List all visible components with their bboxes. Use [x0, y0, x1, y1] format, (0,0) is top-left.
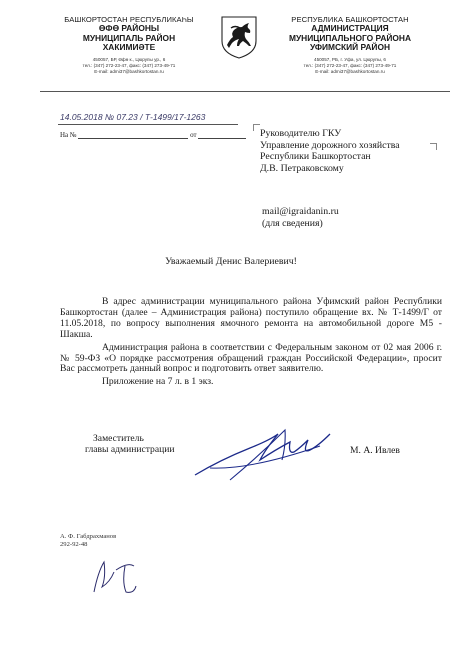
handwritten-signature-icon: [190, 420, 350, 490]
header-right-phone: тел.: (347) 272-23-47, факс: (347) 273-49-71: [303, 62, 397, 68]
header-left-address: 450057, БР, Өфө к., Цюрупы ур., 6: [92, 56, 166, 62]
body-paragraph-2: Администрация района в соответствии с Федеральным законом от 02 мая 2006 г. № 59-ФЗ «О порядке рассмотрения обращений граждан Российской Федерации», просит Вас рассмотреть данный вопрос и подготовить ответ заявителю.: [60, 341, 442, 375]
addressee-position: Руководителю ГКУ: [260, 128, 342, 139]
handwritten-initials-icon: [84, 552, 144, 602]
reference-ot-label: от: [190, 131, 197, 139]
header-right-email: E-mail: admi37@bashkortostan.ru: [315, 69, 385, 75]
addressee-email-note: (для сведения): [262, 217, 323, 229]
addressee-corner-tl: [253, 124, 260, 131]
addressee-block: [260, 128, 450, 174]
header-right-republic: РЕСПУБЛИКА БАШКОРТОСТАН: [291, 15, 409, 24]
reference-date-line: [198, 131, 246, 139]
header-left-republic: БАШКОРТОСТАН РЕСПУБЛИКАҺЫ: [64, 15, 194, 24]
reference-row: [60, 131, 260, 139]
header-right-municipal: МУНИЦИПАЛЬНОГО РАЙОНА: [288, 32, 412, 43]
signatory-title-line1: Заместитель: [93, 433, 144, 444]
reference-number-line: [78, 131, 188, 139]
header-divider: [40, 91, 450, 92]
body-attachment-note: Приложение на 7 л. в 1 экз.: [102, 376, 214, 388]
addressee-name: Д.В. Петраковскому: [260, 162, 344, 174]
header-left-phone: тел.: (347) 272-23-47, факс: (347) 273-49-71: [82, 62, 176, 68]
signatory-title: [85, 433, 175, 456]
greeting: Уважаемый Денис Валериевич!: [165, 256, 297, 267]
signatory-title-line2: главы администрации: [85, 444, 175, 456]
signatory-name: М. А. Ивлев: [350, 445, 400, 456]
header-left-email: E-mail: admi37@bashkortostan.ru: [94, 69, 164, 75]
addressee-email-block: [262, 206, 442, 230]
executor-block: [60, 533, 116, 549]
addressee-organization: Управление дорожного хозяйства: [260, 139, 400, 151]
addressee-email: mail@igraidanin.ru: [262, 206, 339, 217]
header-right: [252, 15, 448, 75]
addressee-region: Республики Башкортостан: [260, 151, 371, 163]
header-right-district: УФИМСКИЙ РАЙОН: [309, 42, 391, 53]
header-right-administration: АДМИНИСТРАЦИЯ: [311, 23, 389, 33]
executor-name: А. Ф. Габдрахманов: [60, 533, 117, 540]
header-left-district: ӨФӨ РАЙОНЫ: [98, 23, 160, 33]
executor-phone: 292-92-48: [60, 541, 88, 549]
registration-underline: [58, 124, 238, 125]
letter-body: [60, 297, 442, 390]
body-paragraph-1: В адрес администрации муниципального района Уфимский район Республики Башкортостан (далее – Администрация района) поступило обращение вх. № Т-1499/Г от 11.05.2018, по вопросу выполнения ямочного ремонта на автомобильной дороге М5 - Шакша.: [60, 296, 442, 340]
header-left: [40, 15, 218, 75]
registration-handwritten: 14.05.2018 № 07.23 / Т-1499/17-1263: [60, 112, 206, 122]
header-right-address: 450057, РБ, г. Уфа, ул. Цюрупы, 6: [314, 56, 386, 62]
header-left-municipal: МУНИЦИПАЛЬ РАЙОН: [82, 32, 176, 43]
header-left-administration: ХАКИМИӘТЕ: [102, 42, 156, 53]
reference-na-label: На №: [60, 131, 77, 139]
